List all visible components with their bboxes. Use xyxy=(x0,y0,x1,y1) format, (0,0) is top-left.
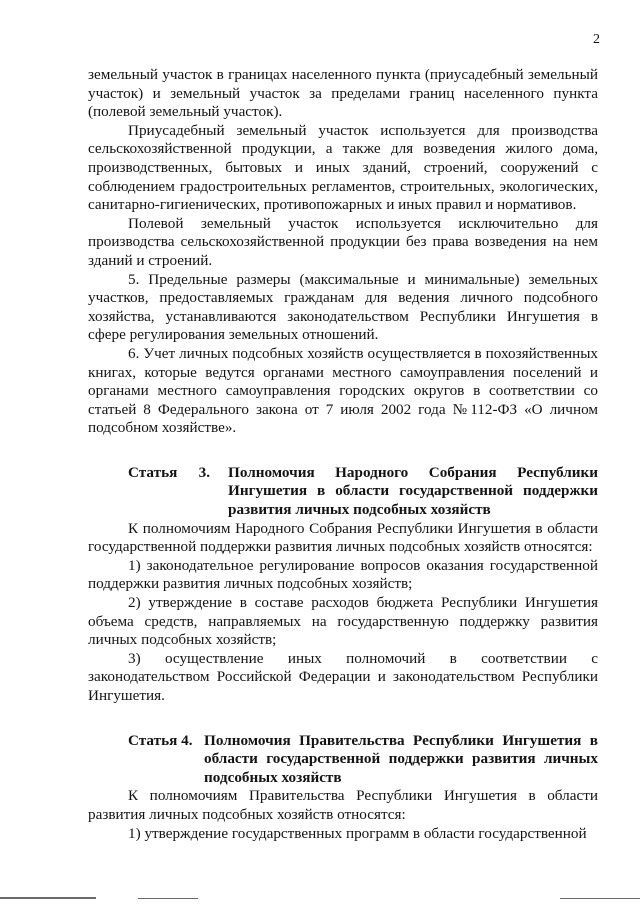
article-4-title: Полномочия Правительства Республики Ингушетия в области государственной поддержки развития личных подсобных хозяйств xyxy=(204,731,598,786)
paragraph-item-6: 6. Учет личных подсобных хозяйств осуществляется в похозяйственных книгах, которые ведутся органами местного самоуправления поселений и органами местного самоуправления городских округов в соответствии со статьей 8 Федерального закона от 7 июля 2002 года №112-ФЗ «О личном подсобном хозяйстве». xyxy=(88,344,598,437)
scan-artifact-line xyxy=(138,898,198,899)
document-body xyxy=(88,66,598,843)
page-number: 2 xyxy=(593,32,600,47)
article-3-item-1: 1) законодательное регулирование вопросов оказания государственной поддержки развития личных подсобных хозяйств; xyxy=(88,556,598,593)
scan-artifact-line xyxy=(0,897,96,899)
article-4-heading xyxy=(128,732,598,788)
article-4-intro: К полномочиям Правительства Республики Ингушетия в области развития личных подсобных хозяйств относятся: xyxy=(88,787,598,823)
article-3-label xyxy=(128,464,228,520)
article-4-label: Статья 4. xyxy=(128,731,193,749)
article-3-word: Статья xyxy=(128,463,178,481)
article-4-item-1: 1) утверждение государственных программ в области государственной xyxy=(128,824,587,842)
paragraph-item-5: 5. Предельные размеры (максимальные и минимальные) земельных участков, предоставляемых гражданам для ведения личного подсобного хозяйства, устанавливаются законодательством Республики Ингушетия в сфере регулирования земельных отношений. xyxy=(88,270,598,344)
paragraph-continuation: земельный участок в границах населенного пункта (приусадебный земельный участок) и земельный участок за пределами границ населенного пункта (полевой земельный участок). xyxy=(88,66,598,121)
paragraph-household-plot: Приусадебный земельный участок используется для производства сельскохозяйственной продукции, а также для возведения жилого дома, производственных, бытовых и иных зданий, строений, сооружений с соблюдением градостроительных регламентов, строительных, экологических, санитарно-гигиенических, противопожарных и иных правил и нормативов. xyxy=(88,121,598,214)
article-3-intro: К полномочиям Народного Собрания Республики Ингушетия в области государственной поддержки развития личных подсобных хозяйств относятся: xyxy=(88,519,598,556)
article-3-item-2: 2) утверждение в составе расходов бюджета Республики Ингушетия объема средств, направляемых на государственную поддержку развития личных подсобных хозяйств; xyxy=(88,594,598,649)
article-3-title: Полномочия Народного Собрания Республики Ингушетия в области государственной поддержки развития личных подсобных хозяйств xyxy=(228,463,598,519)
paragraph-field-plot: Полевой земельный участок используется исключительно для производства сельскохозяйственной продукции без права возведения на нем зданий и строений. xyxy=(88,214,598,269)
article-3-heading xyxy=(128,464,598,520)
article-3-item-3: 3) осуществление иных полномочий в соответствии с законодательством Российской Федерации и законодательством Республики Ингушетия. xyxy=(88,649,598,704)
scan-artifact-line xyxy=(560,898,640,899)
article-3-number: 3. xyxy=(198,463,210,481)
